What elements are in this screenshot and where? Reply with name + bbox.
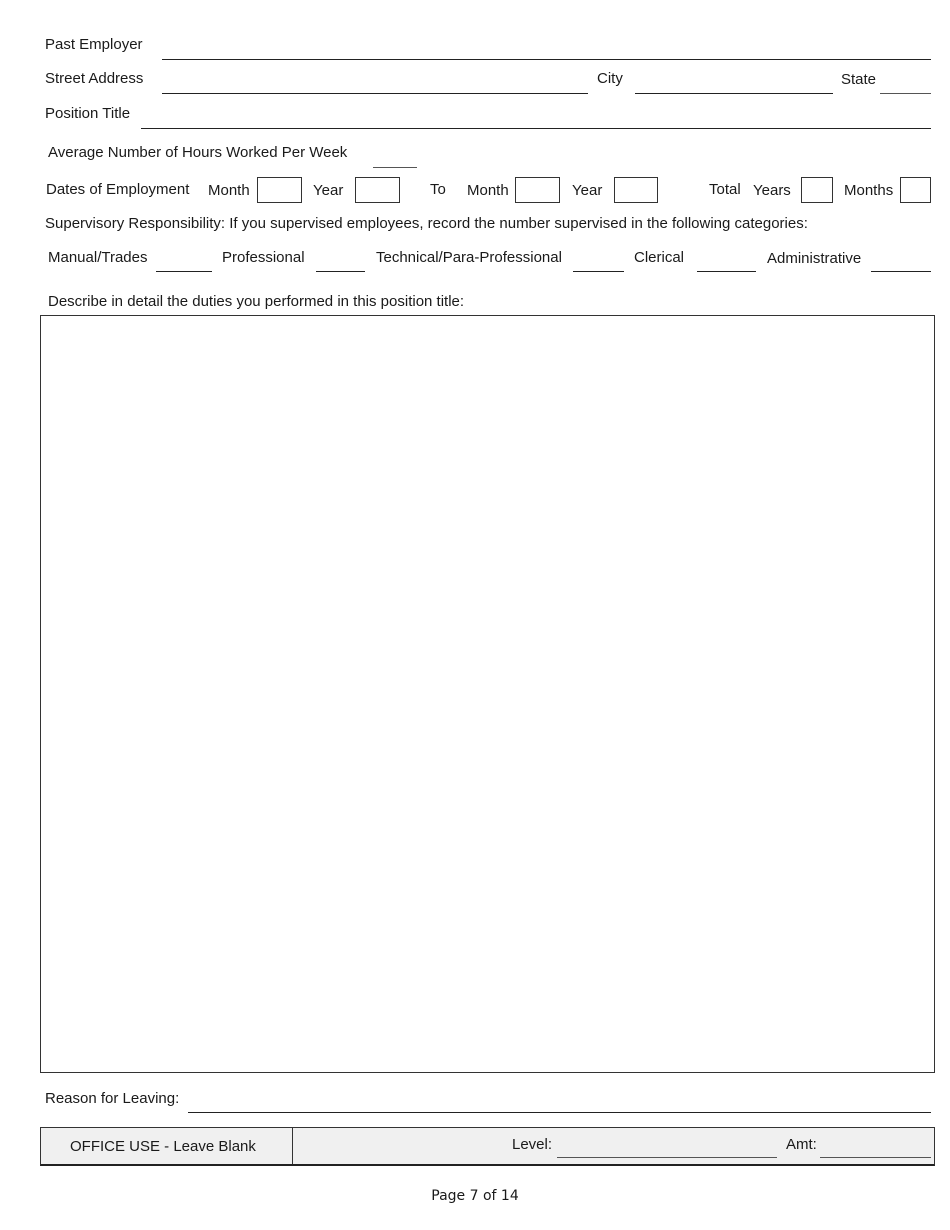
to-year-label: Year	[572, 182, 603, 199]
from-month-label: Month	[208, 182, 250, 199]
to-month-box[interactable]	[515, 177, 560, 203]
category-label: Clerical	[634, 249, 685, 266]
level-label: Level:	[512, 1136, 553, 1153]
dates-label: Dates of Employment	[46, 181, 190, 198]
from-year-label: Year	[313, 182, 344, 199]
office-use-label: OFFICE USE - Leave Blank	[70, 1138, 256, 1155]
category-label: Manual/Trades	[48, 249, 148, 266]
level-field[interactable]	[557, 1157, 777, 1158]
category-label: Professional	[222, 249, 305, 266]
category-label: Technical/Para-Professional	[376, 249, 562, 266]
past-employer-field[interactable]	[162, 59, 931, 60]
manual-trades-field[interactable]	[156, 271, 212, 272]
past-employer-label: Past Employer	[45, 36, 143, 53]
position-title-field[interactable]	[141, 128, 931, 129]
office-divider	[292, 1128, 293, 1164]
duties-label: Describe in detail the duties you performed in this position title:	[48, 293, 465, 310]
page-number: Page 7 of 14	[431, 1188, 519, 1204]
state-field[interactable]	[880, 93, 931, 94]
to-label: To	[430, 181, 446, 198]
administrative-field[interactable]	[871, 271, 931, 272]
street-address-field[interactable]	[162, 93, 588, 94]
from-month-box[interactable]	[257, 177, 302, 203]
reason-leaving-label: Reason for Leaving:	[45, 1090, 180, 1107]
office-use-box	[40, 1127, 935, 1166]
city-label: City	[597, 70, 623, 87]
total-months-label: Months	[844, 182, 894, 199]
reason-leaving-field[interactable]	[188, 1112, 931, 1113]
total-years-box[interactable]	[801, 177, 833, 203]
professional-field[interactable]	[316, 271, 365, 272]
total-months-box[interactable]	[900, 177, 931, 203]
supervisory-instruction: Supervisory Responsibility: If you supervised employees, record the number supervised in the following categories:	[45, 215, 808, 232]
state-label: State	[841, 71, 877, 88]
to-year-box[interactable]	[614, 177, 658, 203]
to-month-label: Month	[467, 182, 509, 199]
technical-field[interactable]	[573, 271, 624, 272]
street-address-label: Street Address	[45, 70, 144, 87]
hours-field[interactable]	[373, 167, 417, 168]
amt-label: Amt:	[786, 1136, 817, 1153]
hours-label: Average Number of Hours Worked Per Week	[48, 144, 348, 161]
total-years-label: Years	[753, 182, 791, 199]
category-label: Administrative	[767, 250, 862, 267]
from-year-box[interactable]	[355, 177, 400, 203]
amt-field[interactable]	[820, 1157, 931, 1158]
position-title-label: Position Title	[45, 105, 131, 122]
city-field[interactable]	[635, 93, 833, 94]
duties-textarea[interactable]	[40, 315, 935, 1073]
total-label: Total	[709, 181, 741, 198]
clerical-field[interactable]	[697, 271, 756, 272]
